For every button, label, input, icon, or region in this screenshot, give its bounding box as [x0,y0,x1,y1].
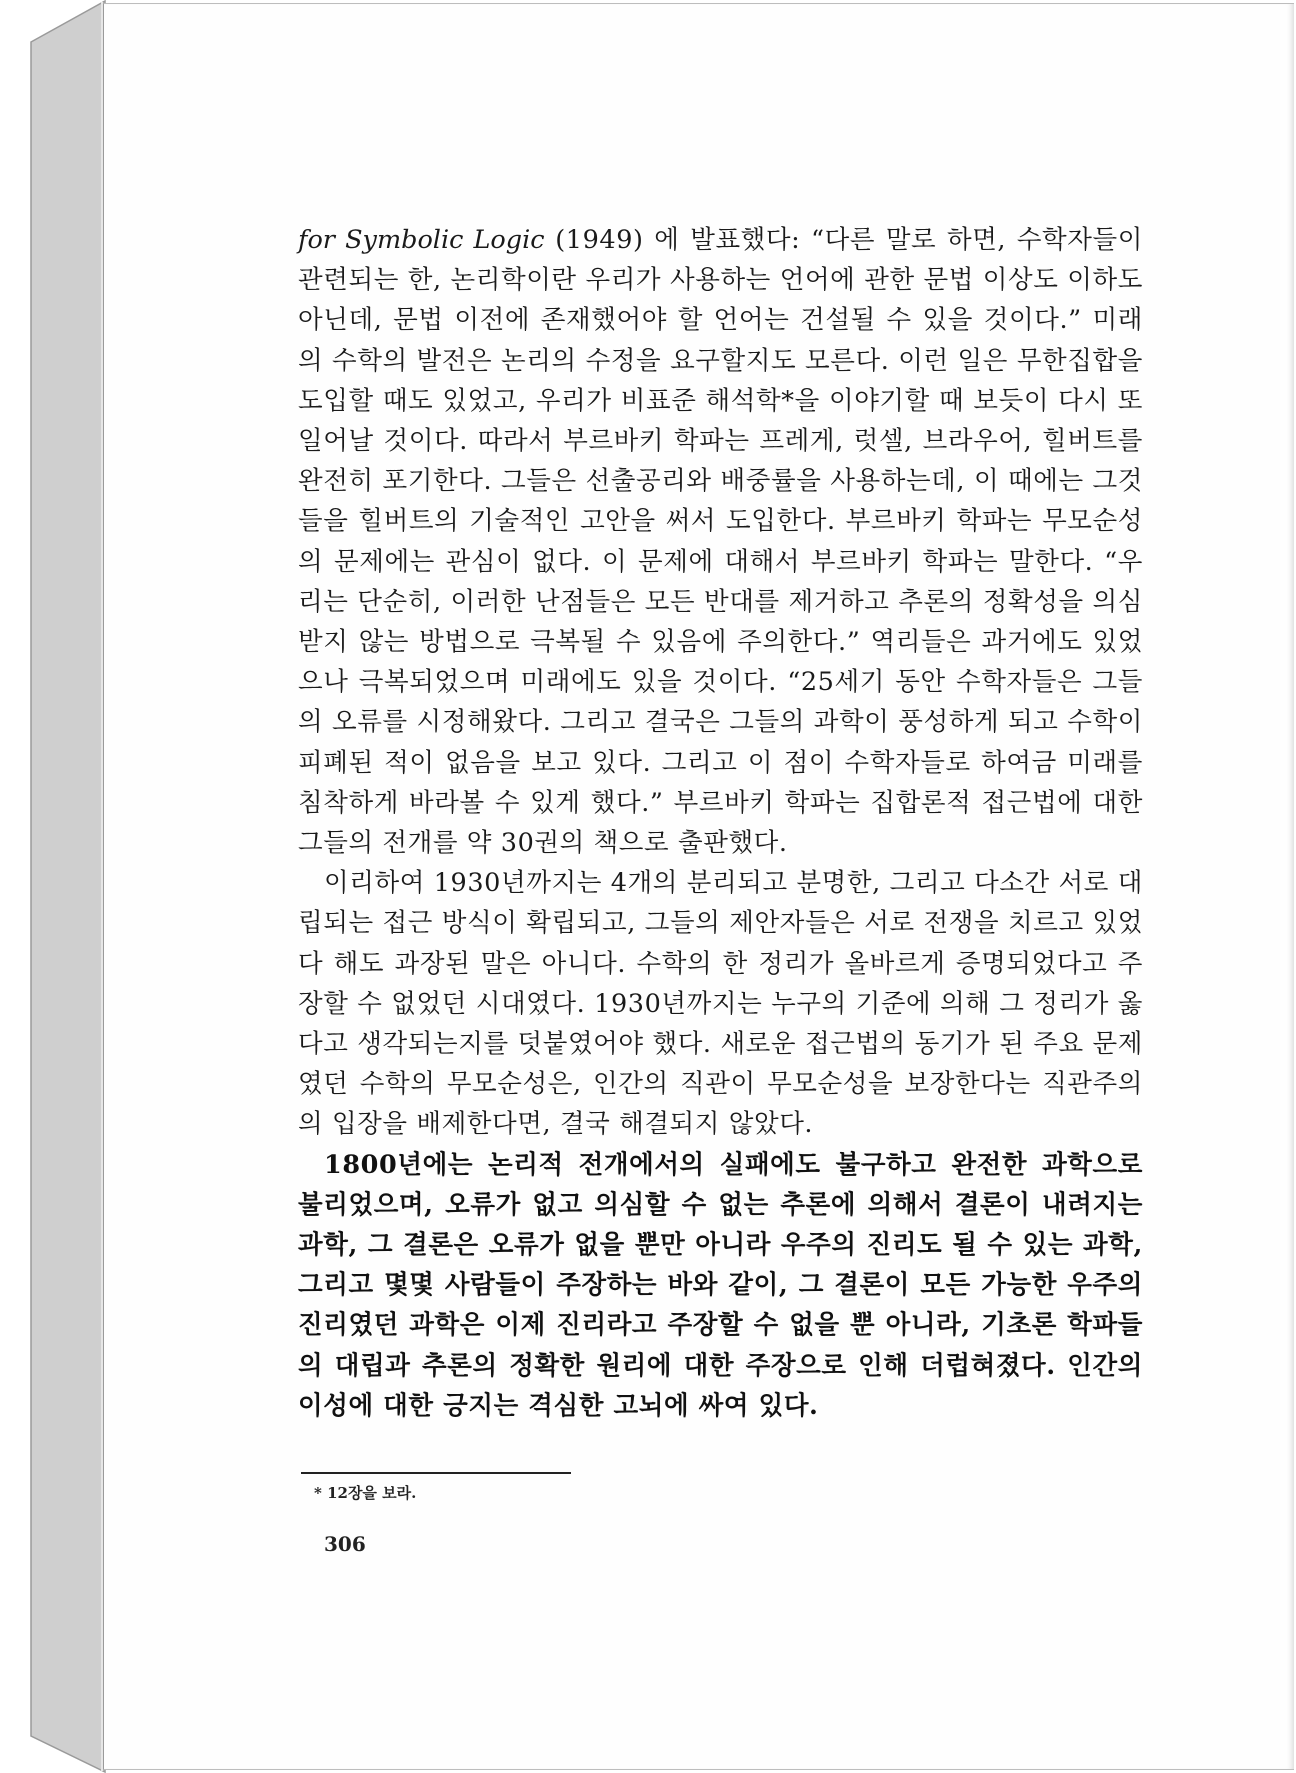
paragraph-2: 이리하여 1930년까지는 4개의 분리되고 분명한, 그리고 다소간 서로 대립되는 접근 방식이 확립되고, 그들의 제안자들은 서로 전쟁을 치르고 있었다 해도 과장된 말은 아니다. 수학의 한 정리가 올바르게 증명되었다고 주장할 수 없었던 시대였다. 1930년까지는 누구의 기준에 의해 그 정리가 옳다고 생각되는지를 덧붙였어야 했다. 새로운 접근법의 동기가 된 주요 문제였던 수학의 무모순성은, 인간의 직관이 무모순성을 보장한다는 직관주의의 입장을 배제한다면, 결국 해결되지 않았다. [298,868,1143,1140]
footnote-divider [301,1472,571,1474]
page-body [298,220,1143,1426]
paragraph-3: 1800년에는 논리적 전개에서의 실패에도 불구하고 완전한 과학으로 불리었으며, 오류가 없고 의심할 수 없는 추론에 의해서 결론이 내려지는 과학, 그 결론은 오류가 없을 뿐만 아니라 우주의 진리도 될 수 있는 과학, 그리고 몇몇 사람들이 주장하는 바와 같이, 그 결론이 모든 가능한 우주의 진리였던 과학은 이제 진리라고 주장할 수 없을 뿐 아니라, 기초론 학파들의 대립과 추론의 정확한 원리에 대한 주장으로 인해 더럽혀졌다. 인간의 이성에 대한 긍지는 격심한 고뇌에 싸여 있다. [298,1149,1144,1421]
footnote: * 12장을 보라. [314,1484,417,1502]
book-spine-side [30,0,106,1773]
page-number: 306 [324,1532,366,1556]
paragraph-1-lead-italic: for Symbolic Logic [298,225,545,255]
book-page [103,3,1294,1770]
paragraph-1 [298,220,1143,863]
paragraph-1-text: (1949) 에 발표했다: “다른 말로 하면, 수학자들이 관련되는 한, 논리학이란 우리가 사용하는 언어에 관한 문법 이상도 이하도 아닌데, 문법 이전에 존재했어야 할 언어는 건설될 수 있을 것이다.” 미래의 수학의 발전은 논리의 수정을 요구할지도 모른다. 이런 일은 무한집합을 도입할 때도 있었고, 우리가 비표준 해석학*을 이야기할 때 보듯이 다시 또 일어날 것이다. 따라서 부르바키 학파는 프레게, 럿셀, 브라우어, 힐버트를 완전히 포기한다. 그들은 선출공리와 배중률을 사용하는데, 이 때에는 그것들을 힐버트의 기술적인 고안을 써서 도입한다. 부르바키 학파는 무모순성의 문제에는 관심이 없다. 이 문제에 대해서 부르바키 학파는 말한다. “우리는 단순히, 이러한 난점들은 모든 반대를 제거하고 추론의 정확성을 의심받지 않는 방법으로 극복될 수 있음에 주의한다.” 역리들은 과거에도 있었으나 극복되었으며 미래에도 있을 것이다. “25세기 동안 수학자들은 그들의 오류를 시정해왔다. 그리고 결국은 그들의 과학이 풍성하게 되고 수학이 피폐된 적이 없음을 보고 있다. 그리고 이 점이 수학자들로 하여금 미래를 침착하게 바라볼 수 있게 했다.” 부르바키 학파는 집합론적 접근법에 대한 그들의 전개를 약 30권의 책으로 출판했다. [298,225,1143,859]
